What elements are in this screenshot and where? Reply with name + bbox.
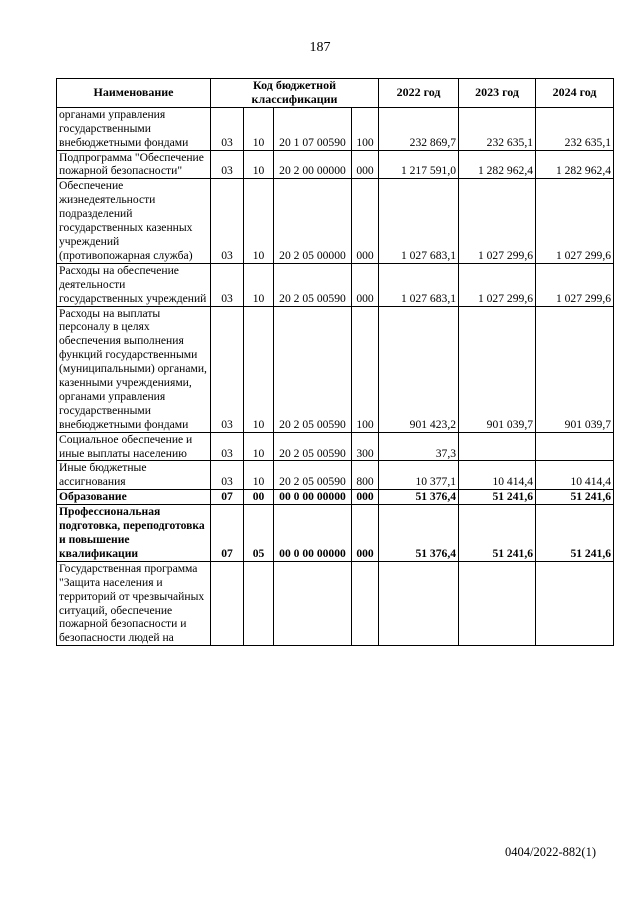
expense-type-code: 000: [352, 179, 379, 263]
row-name: Государственная программа "Защита населения и территорий от чрезвычайных ситуаций, обеспечение пожарной безопасности и безопасности людей на: [57, 561, 211, 645]
value-2023: 1 027 299,6: [459, 179, 536, 263]
header-code: Код бюджетной классификации: [211, 79, 379, 108]
value-2024: 1 027 299,6: [536, 179, 614, 263]
value-2023: 901 039,7: [459, 306, 536, 432]
header-2023: 2023 год: [459, 79, 536, 108]
value-2022: 51 376,4: [379, 490, 459, 505]
value-2022: 37,3: [379, 432, 459, 461]
value-2022: 1 217 591,0: [379, 150, 459, 179]
target-article-code: [274, 561, 352, 645]
row-name: Расходы на обеспечение деятельности государственных учреждений: [57, 263, 211, 306]
value-2023: 1 282 962,4: [459, 150, 536, 179]
row-name: Подпрограмма "Обеспечение пожарной безопасности": [57, 150, 211, 179]
target-article-code: 00 0 00 00000: [274, 490, 352, 505]
value-2024: 51 241,6: [536, 490, 614, 505]
header-2022: 2022 год: [379, 79, 459, 108]
subsection-code: 10: [244, 461, 274, 490]
target-article-code: 20 2 05 00590: [274, 306, 352, 432]
subsection-code: 10: [244, 179, 274, 263]
subsection-code: 10: [244, 306, 274, 432]
value-2024: 1 282 962,4: [536, 150, 614, 179]
row-name: Образование: [57, 490, 211, 505]
table-row: [57, 306, 614, 432]
section-code: 03: [211, 107, 244, 150]
subsection-code: 10: [244, 150, 274, 179]
value-2024: 51 241,6: [536, 505, 614, 562]
subsection-code: 00: [244, 490, 274, 505]
value-2023: [459, 432, 536, 461]
section-code: 07: [211, 505, 244, 562]
section-code: 07: [211, 490, 244, 505]
table-row: [57, 505, 614, 562]
value-2024: 10 414,4: [536, 461, 614, 490]
table-row: [57, 263, 614, 306]
header-2024: 2024 год: [536, 79, 614, 108]
value-2022: 51 376,4: [379, 505, 459, 562]
document-code: 0404/2022-882(1): [505, 845, 596, 859]
subsection-code: [244, 561, 274, 645]
value-2022: [379, 561, 459, 645]
target-article-code: 20 2 05 00590: [274, 432, 352, 461]
table-row: [57, 561, 614, 645]
value-2023: 10 414,4: [459, 461, 536, 490]
expense-type-code: 000: [352, 490, 379, 505]
subsection-code: 10: [244, 263, 274, 306]
section-code: 03: [211, 263, 244, 306]
section-code: 03: [211, 432, 244, 461]
table-row: [57, 432, 614, 461]
value-2022: 232 869,7: [379, 107, 459, 150]
section-code: 03: [211, 461, 244, 490]
target-article-code: 20 2 05 00000: [274, 179, 352, 263]
table-row: [57, 490, 614, 505]
target-article-code: 00 0 00 00000: [274, 505, 352, 562]
row-name: Иные бюджетные ассигнования: [57, 461, 211, 490]
table-row: [57, 179, 614, 263]
value-2022: 901 423,2: [379, 306, 459, 432]
section-code: [211, 561, 244, 645]
target-article-code: 20 1 07 00590: [274, 107, 352, 150]
value-2024: [536, 432, 614, 461]
page-number: 187: [309, 40, 331, 55]
budget-table: [56, 78, 614, 646]
value-2022: 1 027 683,1: [379, 263, 459, 306]
row-name: Расходы на выплаты персоналу в целях обеспечения выполнения функций государственными (муниципальными) органами, казенными учреждениями, органами управления государственными внебюджетными фондами: [57, 306, 211, 432]
table-row: [57, 150, 614, 179]
value-2023: 51 241,6: [459, 505, 536, 562]
target-article-code: 20 2 05 00590: [274, 263, 352, 306]
table-row: [57, 461, 614, 490]
subsection-code: 10: [244, 432, 274, 461]
row-name: органами управления государственными внебюджетными фондами: [57, 107, 211, 150]
expense-type-code: 300: [352, 432, 379, 461]
expense-type-code: 000: [352, 505, 379, 562]
row-name: Обеспечение жизнедеятельности подразделений государственных казенных учреждений (противопожарная служба): [57, 179, 211, 263]
expense-type-code: 100: [352, 107, 379, 150]
value-2022: 10 377,1: [379, 461, 459, 490]
expense-type-code: [352, 561, 379, 645]
table-row: [57, 107, 614, 150]
value-2023: 1 027 299,6: [459, 263, 536, 306]
target-article-code: 20 2 05 00590: [274, 461, 352, 490]
table-header-row: [57, 79, 614, 108]
subsection-code: 10: [244, 107, 274, 150]
value-2023: 51 241,6: [459, 490, 536, 505]
section-code: 03: [211, 150, 244, 179]
expense-type-code: 800: [352, 461, 379, 490]
value-2023: [459, 561, 536, 645]
subsection-code: 05: [244, 505, 274, 562]
target-article-code: 20 2 00 00000: [274, 150, 352, 179]
value-2024: 1 027 299,6: [536, 263, 614, 306]
expense-type-code: 000: [352, 150, 379, 179]
header-name: Наименование: [57, 79, 211, 108]
section-code: 03: [211, 306, 244, 432]
section-code: 03: [211, 179, 244, 263]
expense-type-code: 000: [352, 263, 379, 306]
value-2022: 1 027 683,1: [379, 179, 459, 263]
value-2024: [536, 561, 614, 645]
value-2024: 901 039,7: [536, 306, 614, 432]
row-name: Социальное обеспечение и иные выплаты населению: [57, 432, 211, 461]
value-2024: 232 635,1: [536, 107, 614, 150]
value-2023: 232 635,1: [459, 107, 536, 150]
expense-type-code: 100: [352, 306, 379, 432]
row-name: Профессиональная подготовка, переподготовка и повышение квалификации: [57, 505, 211, 562]
